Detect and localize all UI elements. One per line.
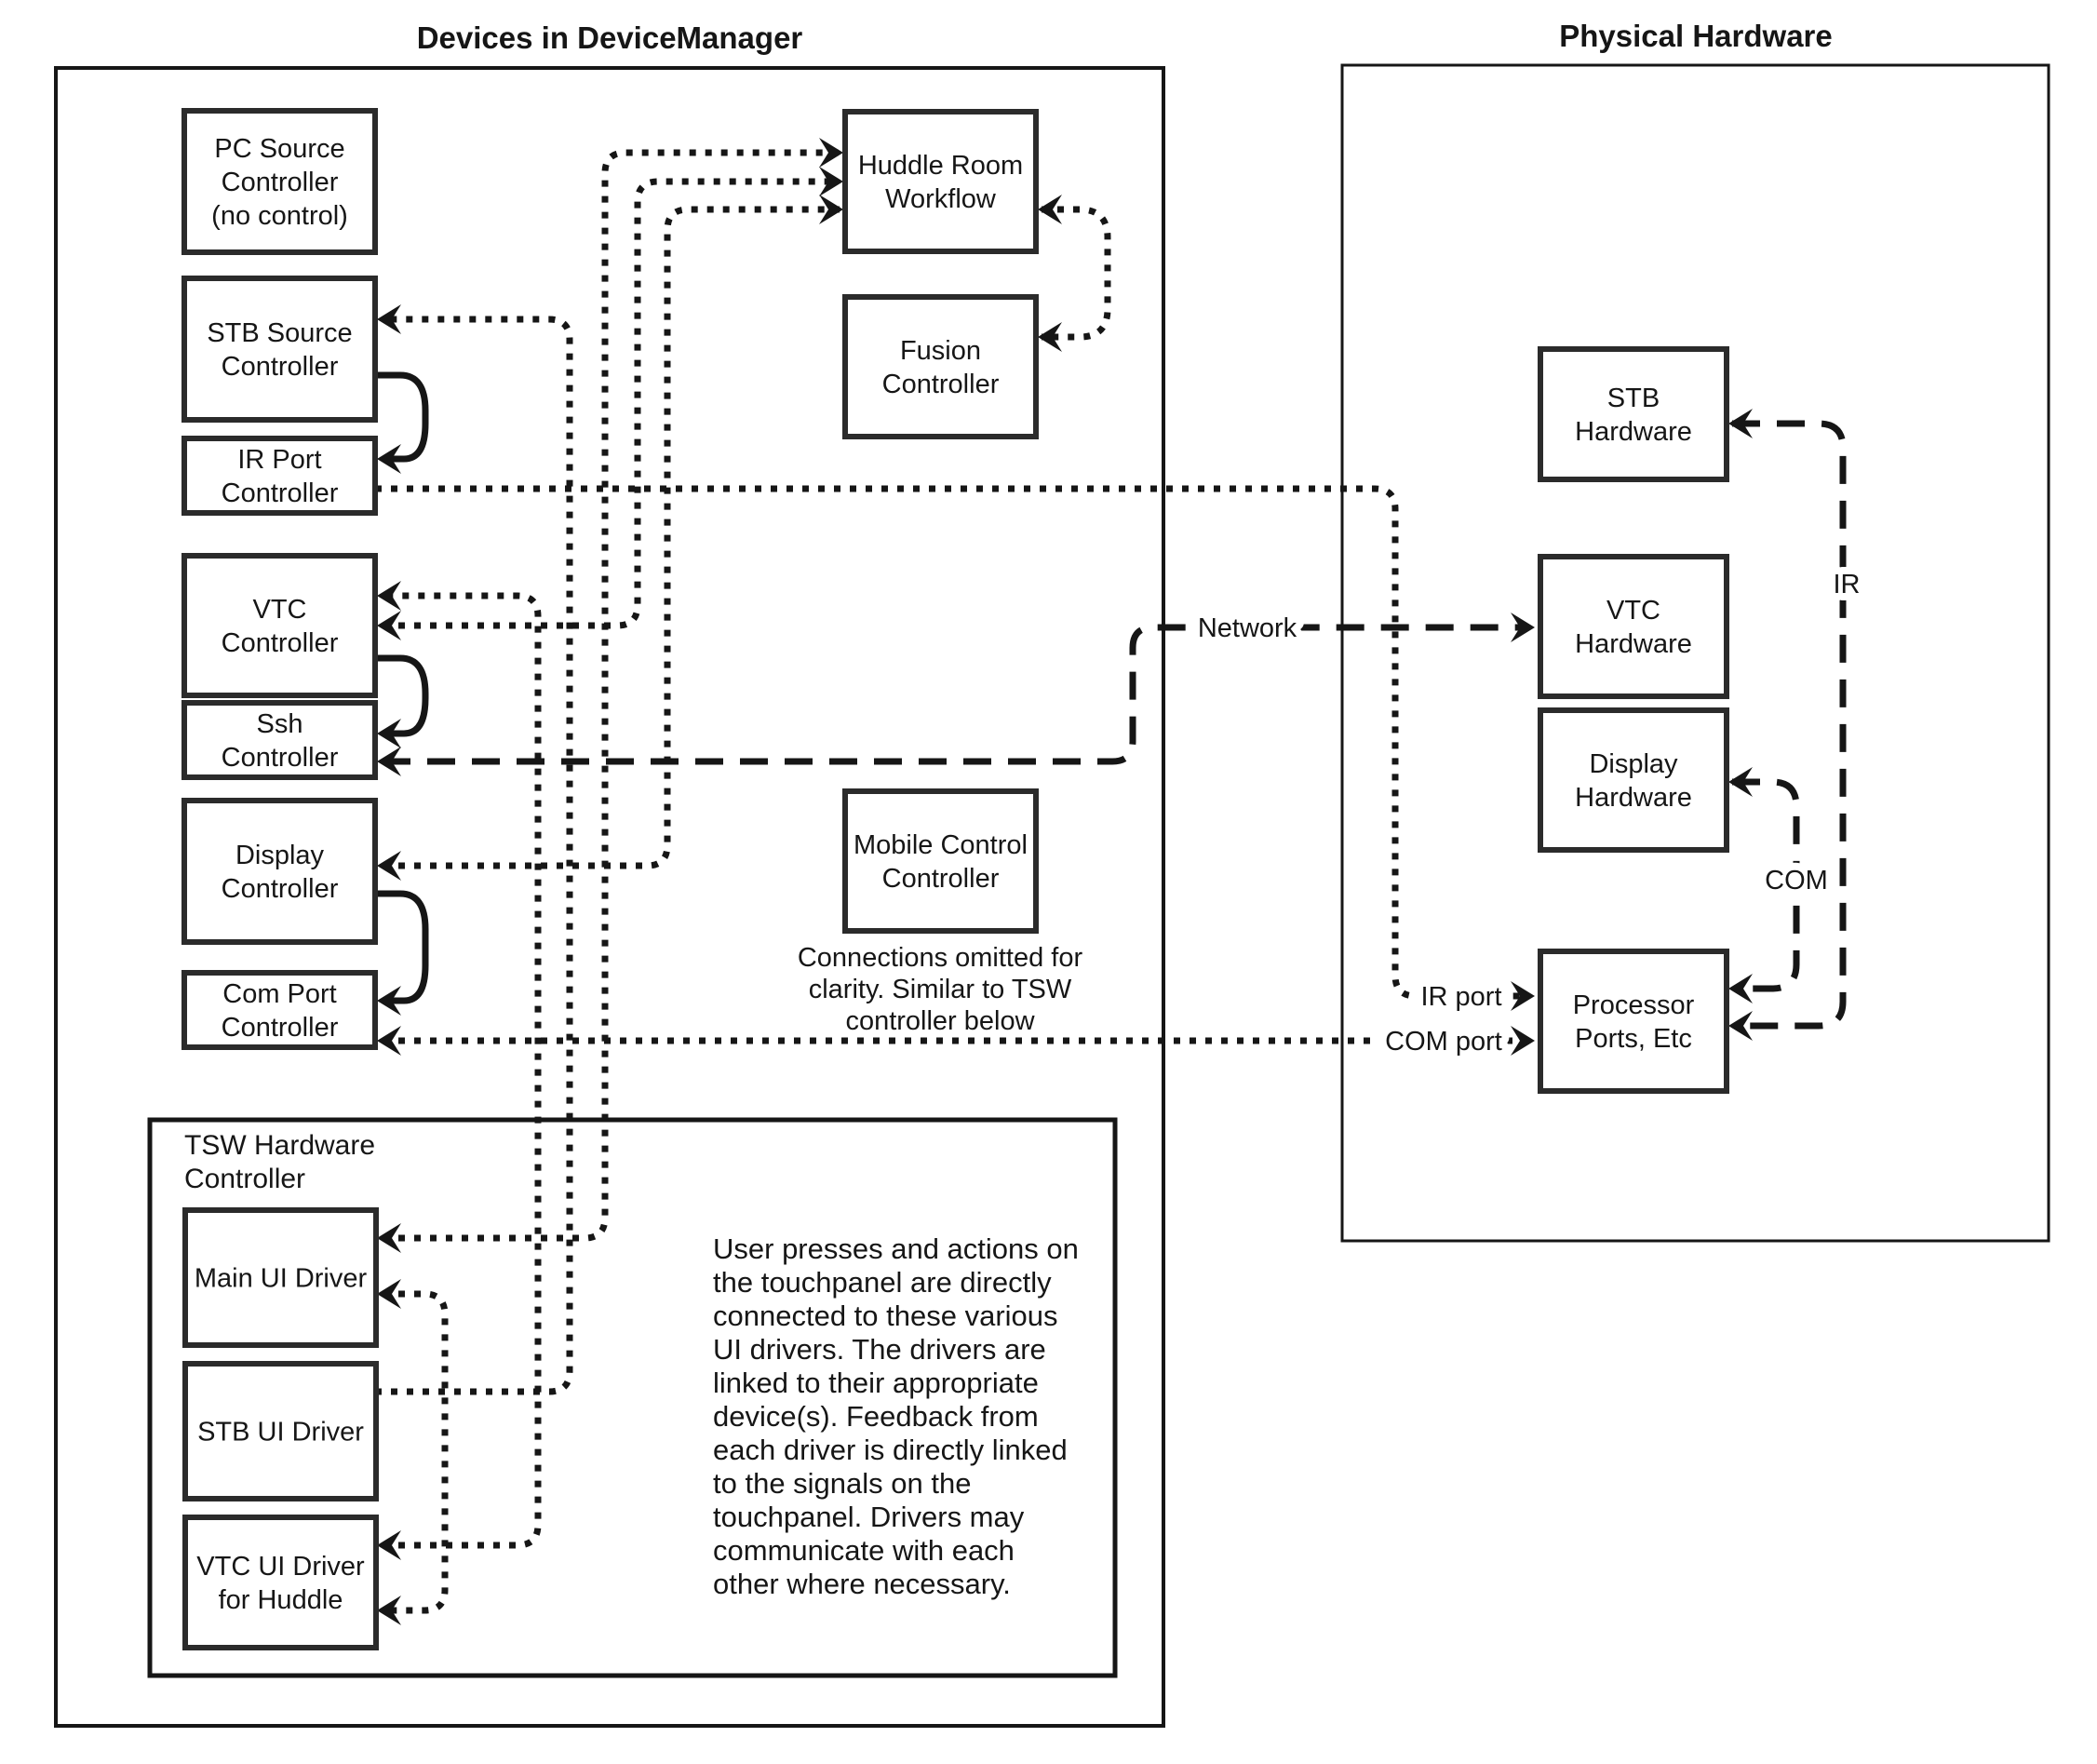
edge-network xyxy=(377,613,1535,776)
com-label: COM xyxy=(1765,866,1828,895)
node-ir-port-label: IR Port Controller xyxy=(221,445,339,508)
node-processor xyxy=(1540,951,1727,1091)
arrowhead xyxy=(377,851,401,881)
com-port-label: COM port xyxy=(1385,1027,1502,1057)
edge-main-ui-to-vtc-ui xyxy=(377,1279,445,1625)
node-main-ui-label: Main UI Driver xyxy=(194,1263,368,1294)
node-display-hw xyxy=(1540,710,1727,850)
arrowhead xyxy=(1728,1011,1753,1041)
arrowhead xyxy=(1038,322,1062,352)
edge-display-controller-to-huddle-line xyxy=(383,209,840,866)
mobile-note: Connections omitted for clarity. Similar to TSW controller below xyxy=(797,943,1083,1036)
edge-display-to-com-port-line xyxy=(375,894,425,1001)
left-section-title: Devices in DeviceManager xyxy=(416,20,803,55)
edge-vtc-controller-to-huddle-line xyxy=(383,182,840,626)
arrowhead xyxy=(377,1026,401,1056)
arrowhead xyxy=(1511,613,1535,642)
node-vtc-ui xyxy=(185,1517,376,1648)
node-mobile-label: Mobile Control Controller xyxy=(854,830,1028,894)
node-stb-hw-label: STB Hardware xyxy=(1575,384,1692,447)
edge-display-controller-to-huddle xyxy=(377,195,843,881)
tsw-group-label: TSW Hardware Controller xyxy=(184,1130,376,1194)
node-ssh-label: Ssh Controller xyxy=(221,709,339,773)
edge-vtc-to-ssh-line xyxy=(375,658,425,734)
arrowhead xyxy=(377,1279,401,1309)
node-huddle-label: Huddle Room Workflow xyxy=(857,151,1024,214)
node-vtc-label: VTC Controller xyxy=(221,595,339,658)
edge-huddle-to-fusion xyxy=(1038,195,1108,352)
node-display-label: Display Controller xyxy=(221,841,339,904)
arrowhead xyxy=(1511,1026,1535,1056)
edge-stb-source-to-ir-port xyxy=(375,375,425,474)
node-stb-hw xyxy=(1540,349,1727,479)
node-display-hw-label: Display Hardware xyxy=(1575,749,1692,813)
tsw-note: User presses and actions on the touchpanel are directly connected to these various UI drivers. The drivers are linked to their appropriate device(s). Feedback from each driver is directly linked to the signals on the touchpanel. Drivers may communicate with each other where necessary. xyxy=(713,1232,1079,1600)
arrowhead xyxy=(377,304,401,334)
edge-stb-source-to-ir-port-line xyxy=(375,375,425,459)
node-huddle xyxy=(845,112,1036,251)
node-pc-source-label: PC Source Controller (no control) xyxy=(211,134,348,231)
node-vtc-hw-label: VTC Hardware xyxy=(1575,596,1692,659)
arrowhead xyxy=(1728,974,1753,1003)
node-fusion xyxy=(845,297,1036,437)
edge-ir-hardware xyxy=(1728,409,1843,1041)
node-stb-source-label: STB Source Controller xyxy=(207,318,353,382)
edge-vtc-controller-to-huddle xyxy=(377,167,843,640)
node-processor-label: Processor Ports, Etc xyxy=(1572,990,1695,1054)
arrowhead xyxy=(819,167,843,196)
node-vtc-hw xyxy=(1540,557,1727,696)
edge-network-line xyxy=(383,627,1529,761)
edge-main-ui-to-huddle-line xyxy=(383,153,840,1238)
edge-main-ui-to-vtc-ui-line xyxy=(383,1294,445,1610)
arrowhead xyxy=(377,1596,401,1625)
right-section-title: Physical Hardware xyxy=(1559,19,1833,53)
edge-huddle-to-fusion-line xyxy=(1042,209,1108,337)
edge-vtc-ui-to-vtc-controller xyxy=(377,581,538,1560)
edge-main-ui-to-huddle xyxy=(377,138,843,1253)
node-stb-ui-label: STB UI Driver xyxy=(197,1417,364,1448)
arrowhead xyxy=(377,1530,401,1560)
arrowhead xyxy=(377,611,401,640)
node-vtc-ui-label: VTC UI Driver for Huddle xyxy=(196,1552,365,1615)
node-stb-source xyxy=(184,278,375,420)
ir-port-label: IR port xyxy=(1420,982,1502,1012)
node-fusion-label: Fusion Controller xyxy=(881,336,1000,399)
network-label: Network xyxy=(1197,613,1297,643)
edge-vtc-ui-to-vtc-controller-line xyxy=(383,596,538,1545)
edge-ir-hardware-line xyxy=(1732,424,1843,1026)
node-display xyxy=(184,801,375,942)
node-vtc xyxy=(184,556,375,695)
arrowhead xyxy=(377,1223,401,1253)
node-com-port-label: Com Port Controller xyxy=(221,979,339,1043)
ir-label: IR xyxy=(1833,570,1861,599)
edge-vtc-to-ssh xyxy=(375,658,425,748)
node-mobile xyxy=(845,791,1036,931)
edge-display-to-com-port xyxy=(375,894,425,1016)
arrowhead xyxy=(377,581,401,611)
